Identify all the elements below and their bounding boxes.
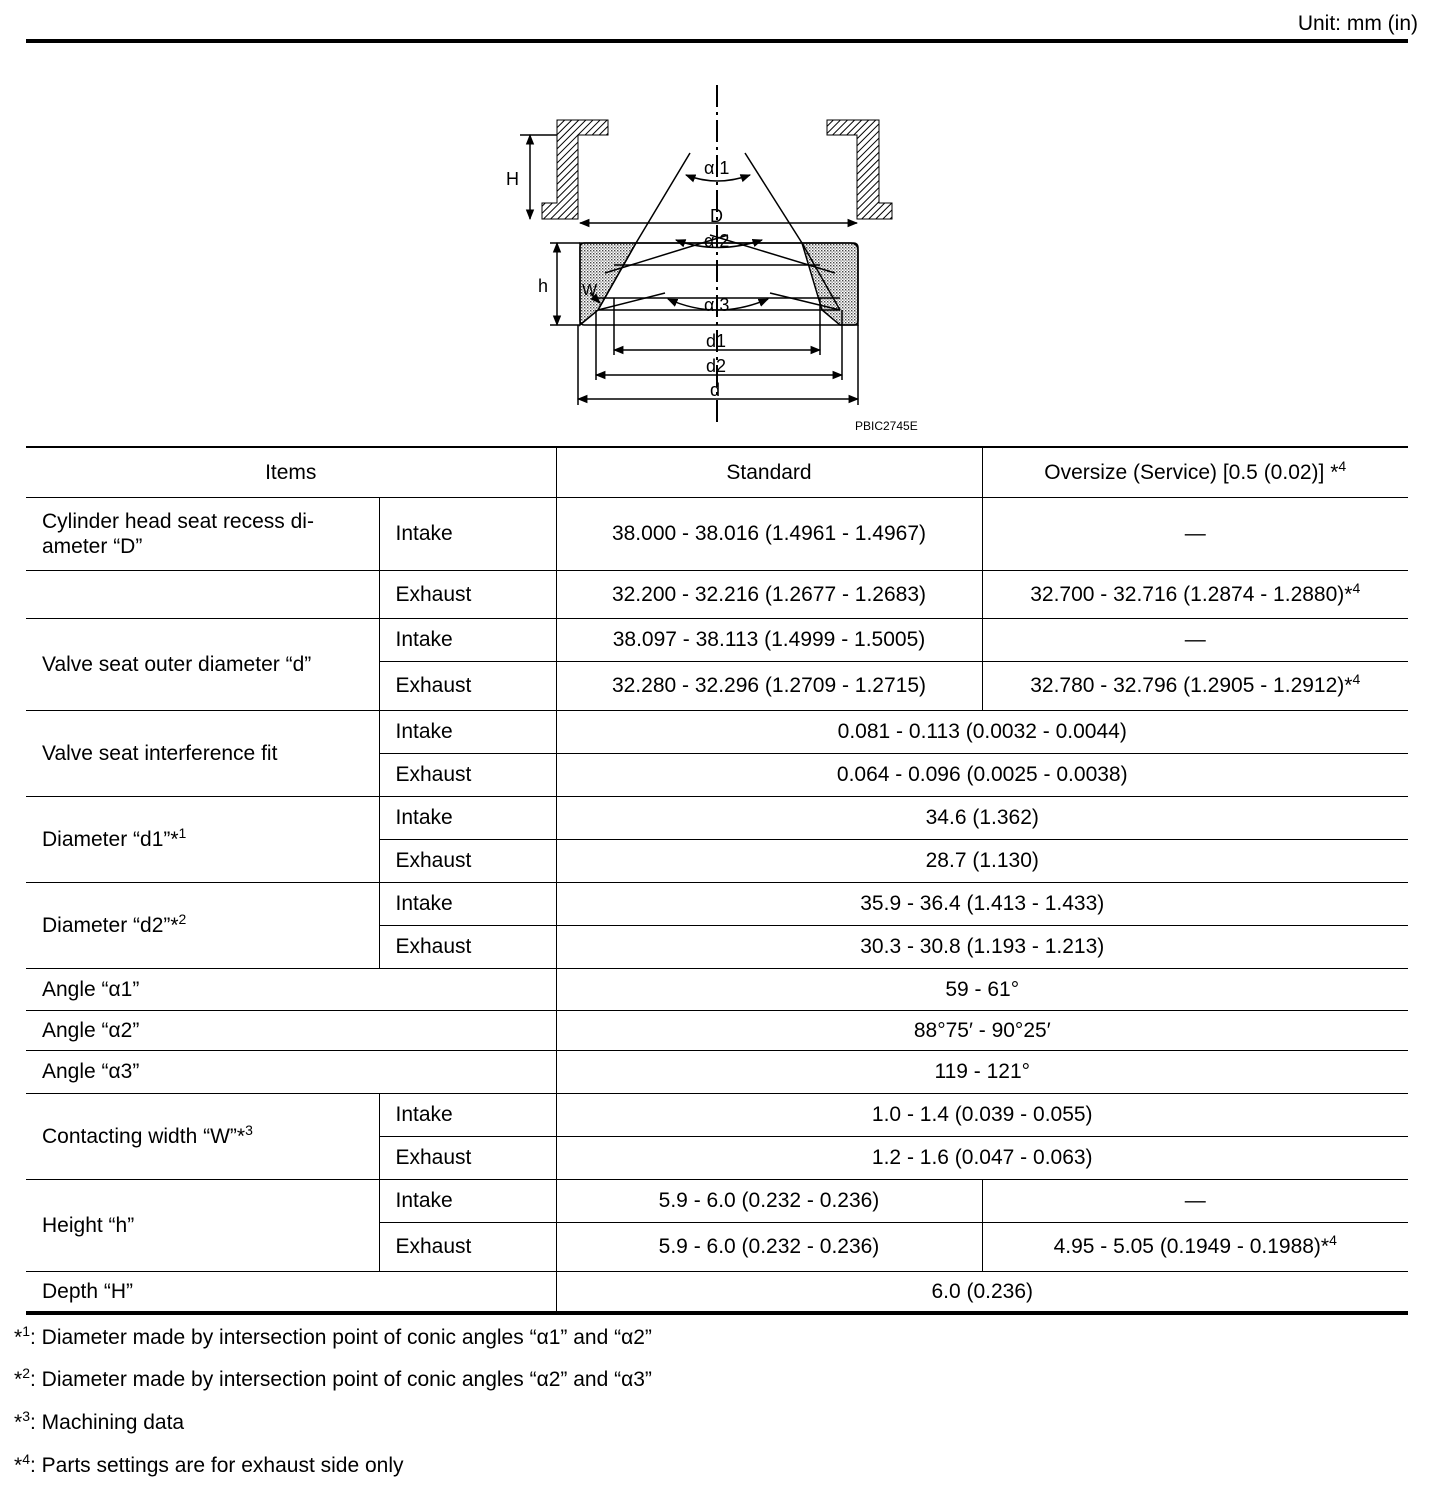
value: 28.7 (1.130) [556,839,1408,882]
value: 0.081 - 0.113 (0.0032 - 0.0044) [556,710,1408,753]
label-d2: d2 [706,356,727,376]
table-row [26,1050,1408,1093]
row-label: Valve seat outer diameter “d” [26,618,379,710]
label-d: d [710,380,721,400]
oversize-value: — [982,618,1408,661]
value: 119 - 121° [556,1050,1408,1093]
cylinder-head-right [827,120,892,219]
label-alpha3: α 3 [704,295,730,315]
side-label: Exhaust [379,570,556,618]
label-alpha1: α 1 [704,158,730,178]
table-row [26,1093,1408,1136]
row-label: Angle “α2” [26,1010,556,1050]
value: 34.6 (1.362) [556,796,1408,839]
side-label: Exhaust [379,1222,556,1271]
side-label: Intake [379,1179,556,1222]
header-oversize: Oversize (Service) [0.5 (0.02)] *$^4$ [982,447,1408,497]
side-label: Exhaust [379,1136,556,1179]
row-label: Cylinder head seat recess di- ameter “D” [26,497,379,570]
standard-value: 32.280 - 32.296 (1.2709 - 1.2715) [556,661,982,710]
table-row [26,570,1408,618]
table-row [26,618,1408,661]
row-label: Contacting width “W”*$^3$ [26,1093,379,1179]
oversize-value: — [982,497,1408,570]
label-H: H [506,169,519,189]
side-label: Exhaust [379,661,556,710]
side-label: Intake [379,618,556,661]
oversize-value: — [982,1179,1408,1222]
label-alpha2: α 2 [704,231,730,251]
value: 1.2 - 1.6 (0.047 - 0.063) [556,1136,1408,1179]
spec-table [26,446,1408,1315]
side-label: Exhaust [379,839,556,882]
label-W: W [582,282,598,299]
standard-value: 38.000 - 38.016 (1.4961 - 1.4967) [556,497,982,570]
standard-value: 38.097 - 38.113 (1.4999 - 1.5005) [556,618,982,661]
row-label-empty [26,570,379,618]
side-label: Intake [379,497,556,570]
oversize-value: 32.780 - 32.796 (1.2905 - 1.2912)*$^4$ [982,661,1408,710]
row-label: Height “h” [26,1179,379,1271]
footnote-3: *$^3$: Machining data [14,1408,185,1434]
valve-seat-diagram [500,85,940,440]
value: 35.9 - 36.4 (1.413 - 1.433) [556,882,1408,925]
row-label: Depth “H” [26,1271,556,1313]
table-row [26,497,1408,570]
oversize-value: 32.700 - 32.716 (1.2874 - 1.2880)*$^4$ [982,570,1408,618]
table-row [26,968,1408,1010]
side-label: Exhaust [379,753,556,796]
label-D: D [710,206,723,226]
value: 6.0 (0.236) [556,1271,1408,1313]
label-d1: d1 [706,331,727,351]
table-row [26,1179,1408,1222]
footnote-1: *$^1$: Diameter made by intersection point of conic angles “α1” and “α2” [14,1323,652,1349]
row-label: Angle “α3” [26,1050,556,1093]
value: 30.3 - 30.8 (1.193 - 1.213) [556,925,1408,968]
oversize-value: 4.95 - 5.05 (0.1949 - 0.1988)*$^4$ [982,1222,1408,1271]
side-label: Intake [379,710,556,753]
table-row [26,796,1408,839]
value: 1.0 - 1.4 (0.039 - 0.055) [556,1093,1408,1136]
footnote-2: *$^2$: Diameter made by intersection point of conic angles “α2” and “α3” [14,1365,652,1391]
top-rule [26,39,1408,43]
table-row [26,1271,1408,1313]
row-label: Angle “α1” [26,968,556,1010]
unit-label: Unit: mm (in) [1297,12,1418,35]
table-row [26,1010,1408,1050]
row-label: Diameter “d2”*$^2$ [26,882,379,968]
value: 88°75′ - 90°25′ [556,1010,1408,1050]
footnote-4: *$^4$: Parts settings are for exhaust side only [14,1451,404,1477]
side-label: Intake [379,796,556,839]
row-label: Valve seat interference fit [26,710,379,796]
side-label: Exhaust [379,925,556,968]
table-header [26,447,1408,497]
side-label: Intake [379,1093,556,1136]
table-row [26,882,1408,925]
value: 0.064 - 0.096 (0.0025 - 0.0038) [556,753,1408,796]
diagram-code: PBIC2745E [855,419,918,433]
standard-value: 5.9 - 6.0 (0.232 - 0.236) [556,1179,982,1222]
valve-seat-right [802,243,858,325]
table-row [26,710,1408,753]
standard-value: 5.9 - 6.0 (0.232 - 0.236) [556,1222,982,1271]
header-items: Items [26,447,556,497]
side-label: Intake [379,882,556,925]
row-label: Diameter “d1”*$^1$ [26,796,379,882]
value: 59 - 61° [556,968,1408,1010]
header-standard: Standard [556,447,982,497]
standard-value: 32.200 - 32.216 (1.2677 - 1.2683) [556,570,982,618]
label-h: h [538,276,549,296]
